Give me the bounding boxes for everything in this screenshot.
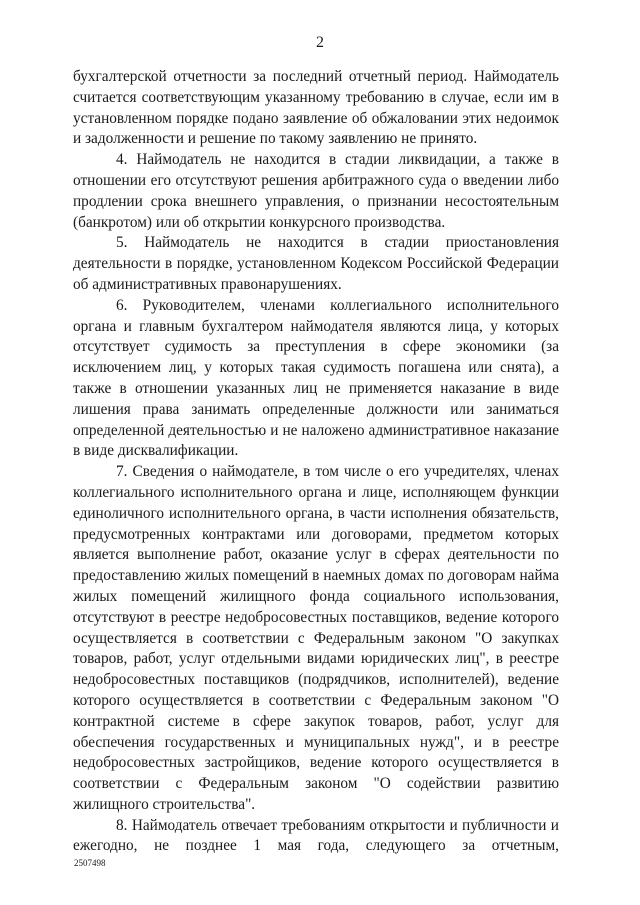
paragraph-item-5: 5. Наймодатель не находится в стадии приостановления деятельности в порядке, установленном Кодексом Российской Федерации об административных правонарушениях. bbox=[73, 234, 559, 293]
paragraph-item-8: 8. Наймодатель отвечает требованиям открытости и публичности и ежегодно, не позднее 1 мая года, следующего за отчетным, bbox=[73, 816, 559, 855]
document-body bbox=[73, 67, 559, 857]
document-code: 2507498 bbox=[74, 858, 106, 868]
paragraph-continuation: бухгалтерской отчетности за последний отчетный период. Наймодатель считается соответствующим указанному требованию в случае, если им в установленном порядке подано заявление об обжаловании этих недоимок и задолженности и решение по такому заявлению не принято. bbox=[73, 68, 559, 148]
paragraph-item-7: 7. Сведения о наймодателе, в том числе о его учредителях, членах коллегиального исполнительного органа и лице, исполняющем функции единоличного исполнительного органа, в части исполнения обязательств, предусмотренных контрактами или договорами, предметом которых является выполнение работ, оказание услуг в сферах деятельности по предоставлению жилых помещений в наемных домах по договорам найма жилых помещений жилищного фонда социального использования, отсутствуют в реестре недобросовестных поставщиков, ведение которого осуществляется в соответствии с Федеральным законом "О закупках товаров, работ, услуг отдельными видами юридических лиц", в реестре недобросовестных поставщиков (подрядчиков, исполнителей), ведение которого осуществляется в соответствии с Федеральным законом "О контрактной системе в сфере закупок товаров, работ, услуг для обеспечения государственных и муниципальных нужд", и в реестре недобросовестных застройщиков, ведение которого осуществляется в соответствии с Федеральным законом "О содействии развитию жилищного строительства". bbox=[73, 463, 559, 813]
page-number: 2 bbox=[316, 34, 324, 51]
paragraph-item-6: 6. Руководителем, членами коллегиального исполнительного органа и главным бухгалтером наймодателя являются лица, у которых отсутствует судимость за преступления в сфере экономики (за исключением лиц, у которых такая судимость погашена или снята), а также в отношении указанных лиц не применяется наказание в виде лишения права занимать определенные должности или заниматься определенной деятельностью и не наложено административное наказание в виде дисквалификации. bbox=[73, 296, 559, 460]
paragraph-item-4: 4. Наймодатель не находится в стадии ликвидации, а также в отношении его отсутствуют решения арбитражного суда о введении либо продлении срока внешнего управления, о признании несостоятельным (банкротом) или об открытии конкурсного производства. bbox=[73, 151, 559, 231]
